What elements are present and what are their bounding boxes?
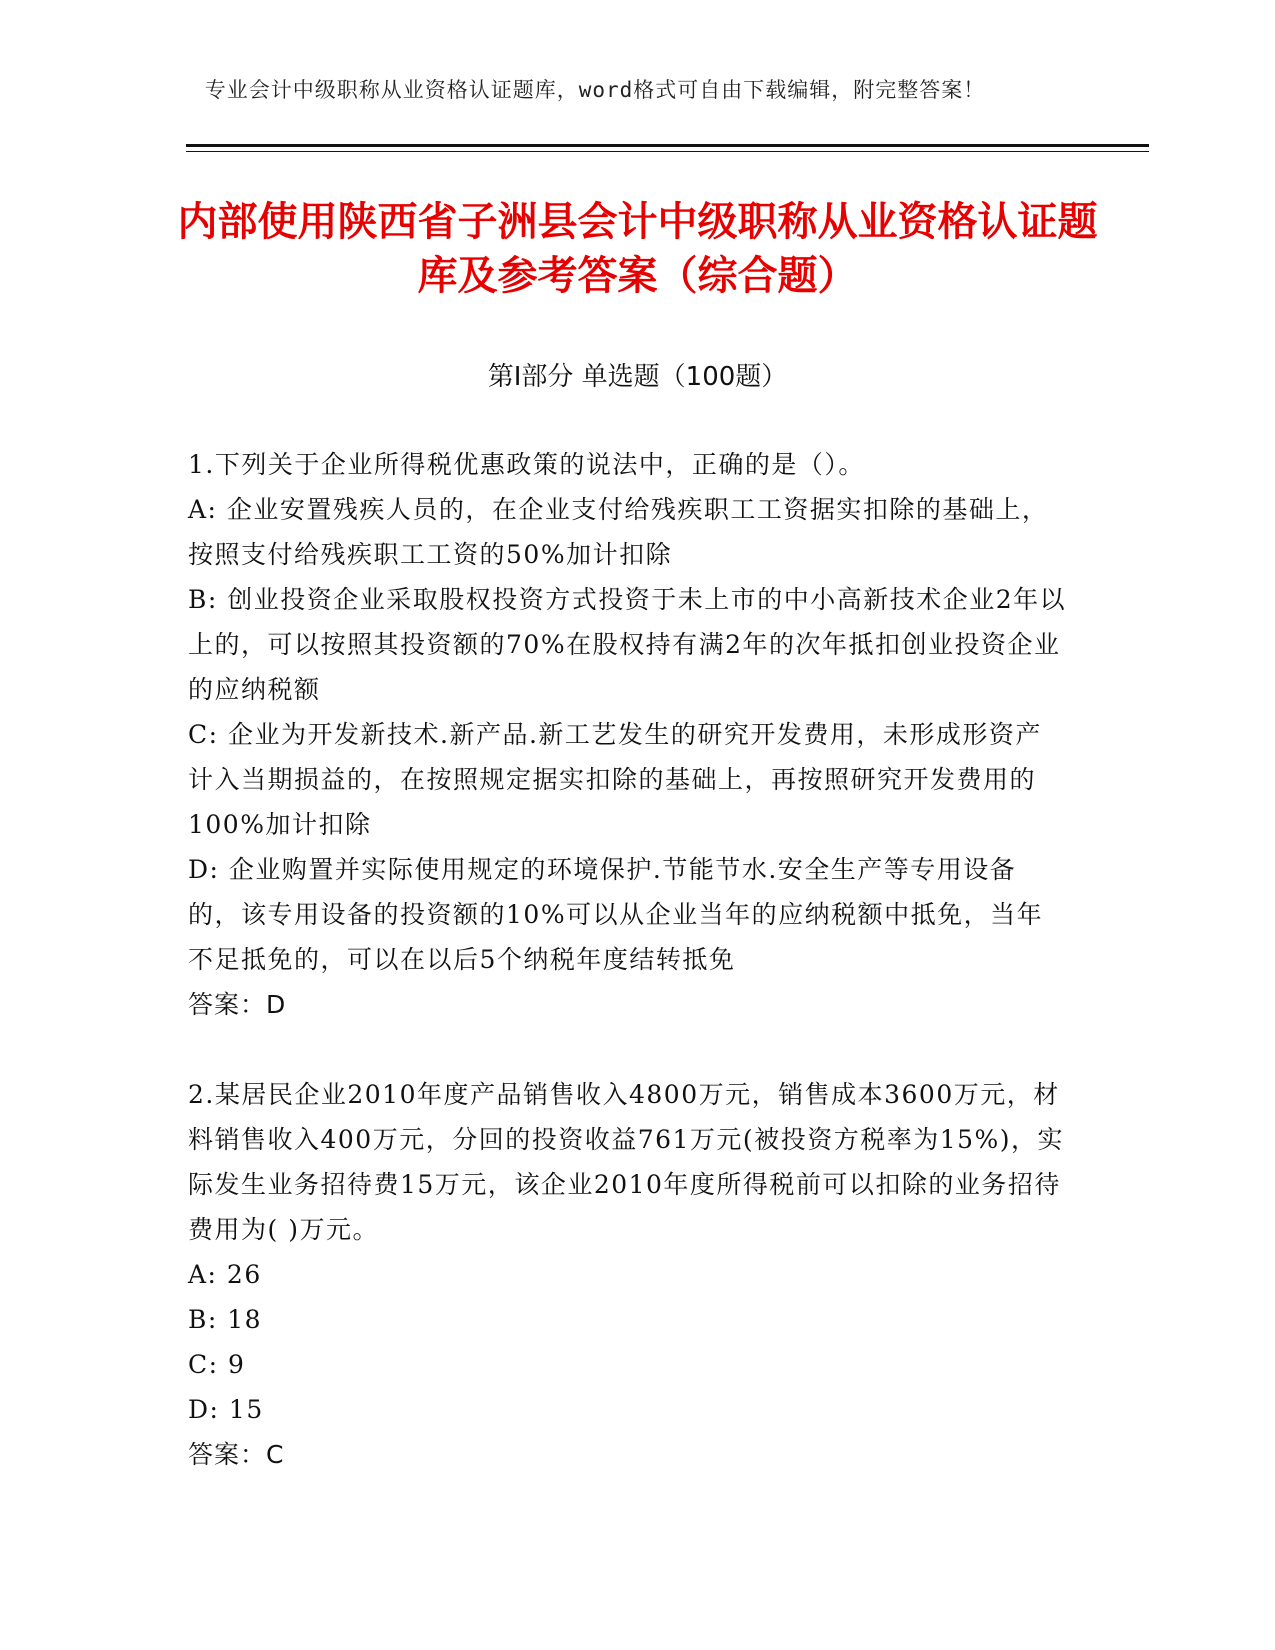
question-2-option-b: B: 18 (188, 1305, 263, 1334)
question-2 (188, 1072, 1068, 1477)
question-2-option-a: A: 26 (188, 1260, 262, 1289)
header-rule-thick (186, 144, 1149, 147)
question-list (188, 442, 1068, 1522)
question-2-stem: 2.某居民企业2010年度产品销售收入4800万元，销售成本3600万元，材料销售收入400万元，分回的投资收益761万元(被投资方税率为15%)，实际发生业务招待费15万元，该企业2010年度所得税前可以扣除的业务招待费用为( )万元。 (188, 1080, 1065, 1244)
question-2-answer: 答案：C (188, 1440, 285, 1469)
question-1-stem: 1.下列关于企业所得税优惠政策的说法中，正确的是（）。 (188, 450, 865, 479)
question-1-option-c: C: 企业为开发新技术.新产品.新工艺发生的研究开发费用，未形成形资产计入当期损益的，在按照规定据实扣除的基础上，再按照研究开发费用的100%加计扣除 (188, 720, 1042, 839)
header-note: 专业会计中级职称从业资格认证题库，word格式可自由下载编辑，附完整答案！ (204, 78, 986, 102)
header-rule-thin (186, 151, 1149, 152)
section-heading: 第Ⅰ部分 单选题（100题） (487, 362, 788, 392)
document-title: 内部使用陕西省子洲县会计中级职称从业资格认证题库及参考答案（综合题） (177, 199, 1098, 299)
question-1-answer: 答案：D (188, 990, 287, 1019)
question-1 (188, 442, 1068, 1027)
question-2-option-c: C: 9 (188, 1350, 246, 1379)
question-1-option-a: A: 企业安置残疾人员的，在企业支付给残疾职工工资据实扣除的基础上，按照支付给残疾职工工资的50%加计扣除 (188, 495, 1049, 569)
question-1-option-d: D: 企业购置并实际使用规定的环境保护.节能节水.安全生产等专用设备的，该专用设备的投资额的10%可以从企业当年的应纳税额中抵免，当年不足抵免的，可以在以后5个纳税年度结转抵免 (188, 855, 1044, 974)
question-1-option-b: B: 创业投资企业采取股权投资方式投资于未上市的中小高新技术企业2年以上的，可以按照其投资额的70%在股权持有满2年的次年抵扣创业投资企业的应纳税额 (188, 585, 1067, 704)
question-2-option-d: D: 15 (188, 1395, 264, 1424)
